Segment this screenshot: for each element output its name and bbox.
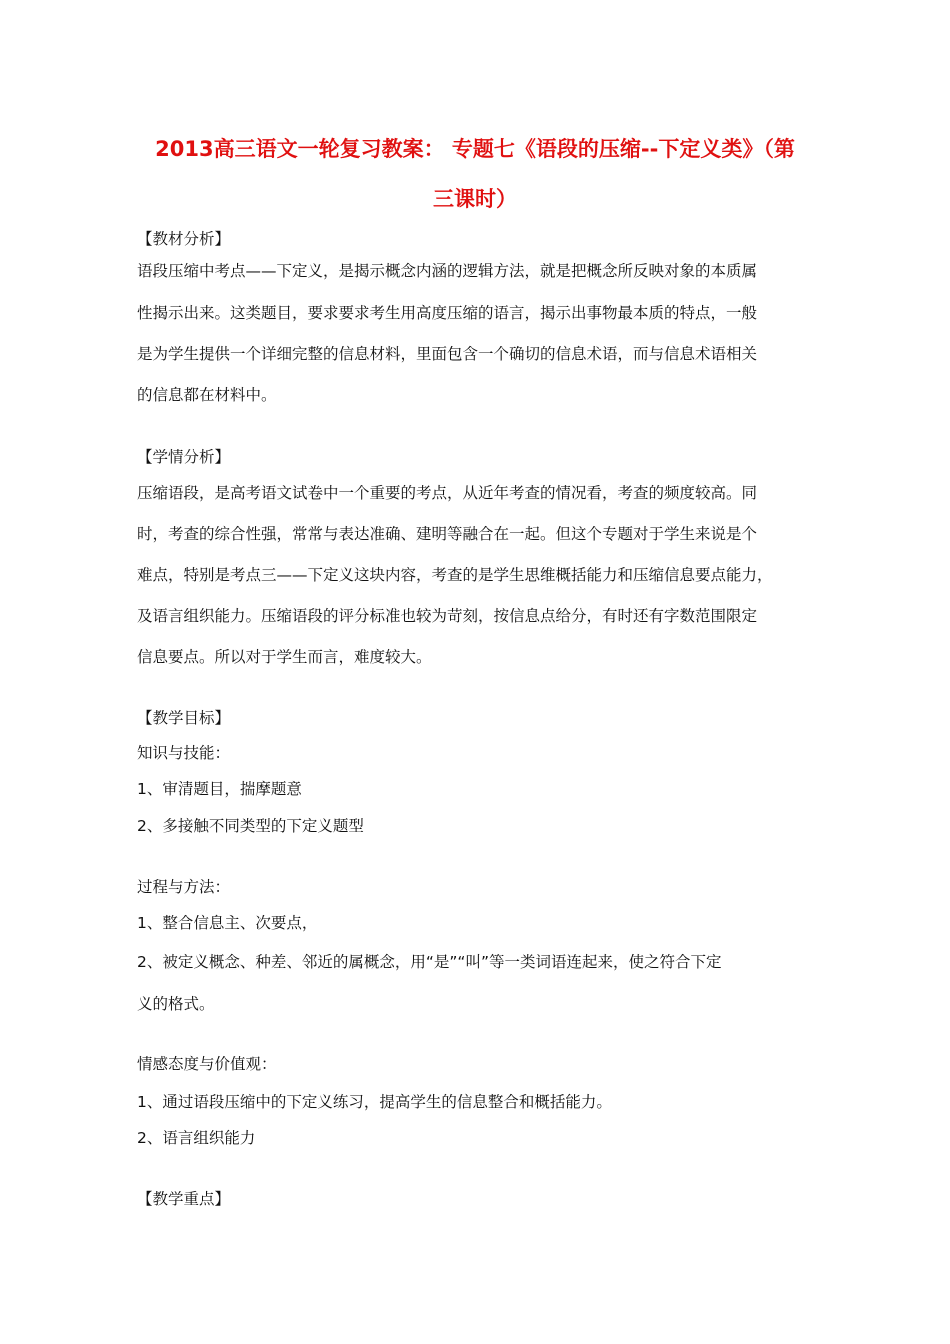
subsection-label-emotion: 情感态度与价值观：: [137, 1055, 277, 1073]
paragraph-line: 是为学生提供一个详细完整的信息材料，里面包含一个确切的信息术语，而与信息术语相关: [137, 345, 758, 363]
subsection-label-knowledge: 知识与技能：: [137, 744, 231, 762]
paragraph-line: 及语言组织能力。压缩语段的评分标准也较为苛刻，按信息点给分，有时还有字数范围限定: [137, 607, 758, 625]
list-item: 2、语言组织能力: [137, 1129, 256, 1147]
list-item: 2、被定义概念、种差、邻近的属概念，用“是”“叫”等一类词语连起来，使之符合下定: [137, 953, 722, 971]
paragraph-line: 难点，特别是考点三——下定义这块内容，考查的是学生思维概括能力和压缩信息要点能力，: [137, 566, 773, 584]
section-heading-key-points: 【教学重点】: [137, 1190, 231, 1208]
section-heading-teaching-objectives: 【教学目标】: [137, 709, 231, 727]
document-title-line-2: 三课时）: [433, 187, 517, 211]
paragraph-line: 的信息都在材料中。: [137, 386, 277, 404]
paragraph-line: 时，考查的综合性强，常常与表达准确、建明等融合在一起。但这个专题对于学生来说是个: [137, 525, 758, 543]
list-item: 1、审清题目，揣摩题意: [137, 780, 302, 798]
paragraph-line: 压缩语段，是高考语文试卷中一个重要的考点，从近年考查的情况看，考查的频度较高。同: [137, 484, 758, 502]
paragraph-line: 性揭示出来。这类题目，要求要求考生用高度压缩的语言，揭示出事物最本质的特点，一般: [137, 304, 758, 322]
section-heading-student-analysis: 【学情分析】: [137, 448, 231, 466]
section-heading-material-analysis: 【教材分析】: [137, 230, 231, 248]
paragraph-line: 语段压缩中考点——下定义，是揭示概念内涵的逻辑方法，就是把概念所反映对象的本质属: [137, 262, 758, 280]
list-item: 2、多接触不同类型的下定义题型: [137, 817, 364, 835]
list-item: 义的格式。: [137, 995, 215, 1013]
paragraph-line: 信息要点。所以对于学生而言，难度较大。: [137, 648, 432, 666]
list-item: 1、通过语段压缩中的下定义练习，提高学生的信息整合和概括能力。: [137, 1093, 612, 1111]
document-title-line-1: 2013高三语文一轮复习教案： 专题七《语段的压缩--下定义类》（第: [155, 137, 795, 161]
list-item: 1、整合信息主、次要点，: [137, 914, 318, 932]
subsection-label-process: 过程与方法：: [137, 878, 231, 896]
